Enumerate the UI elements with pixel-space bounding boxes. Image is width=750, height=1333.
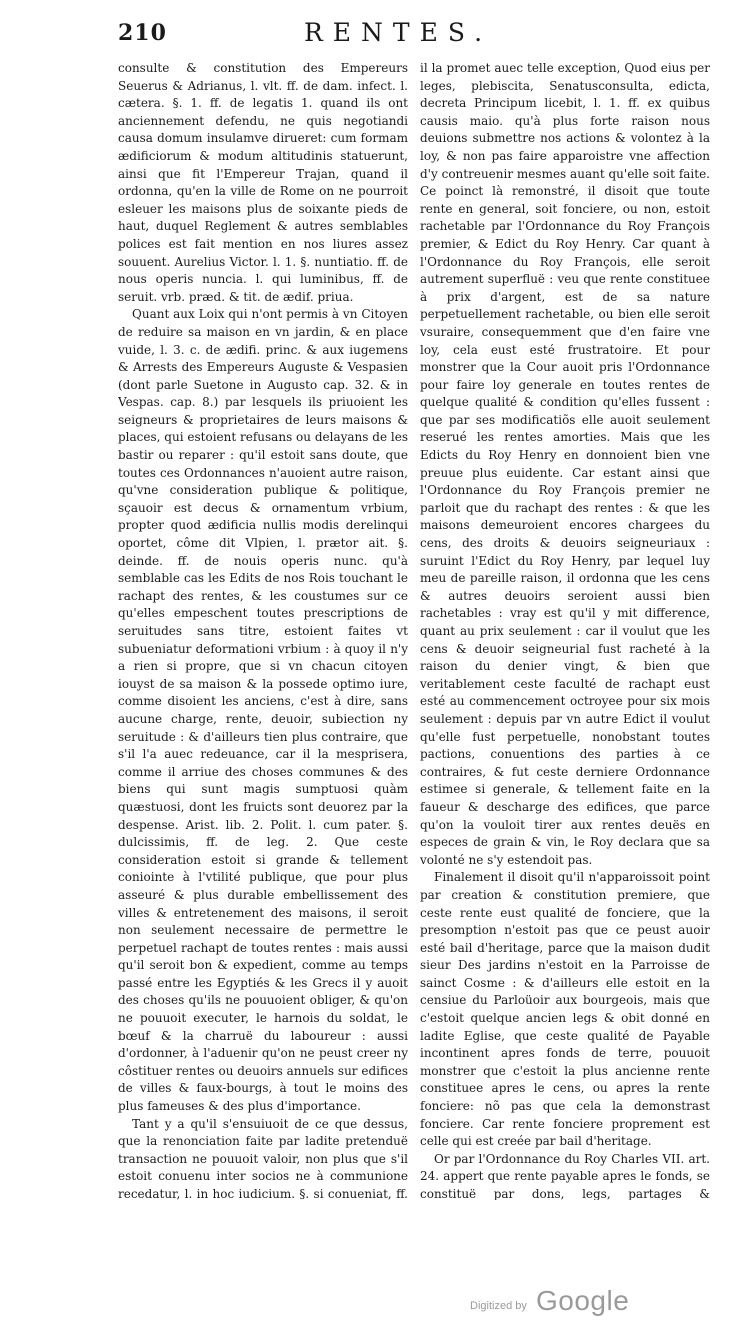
right-text-column: [420, 60, 710, 1200]
paragraph: consulte & constitution des Empereurs Seuerus & Adrianus, l. vlt. ff. de dam. infect. l. cætera. §. 1. ff. de legatis 1. quand ils ont anciennement defendu, ne quis negotiandi causa domum insulamve dirueret: cum formam ædificiorum & modum altitudinis statuerunt, ainsi que fit l'Empereur Trajan, quand il ordonna, qu'en la ville de Rome on ne pourroit esleuer les maisons plus de soixante pieds de haut, duquel Reglement & autres semblables polices est fait mention en nos liures assez souuent. Aurelius Victor. l. 1. §. nuntiatio. ff. de nous operis nuncia. l. qui luminibus, ff. de seruit. vrb. præd. & tit. de ædif. priua.: [118, 61, 408, 304]
google-logo: Google: [536, 1285, 630, 1316]
digitization-watermark: [470, 1285, 640, 1317]
paragraph: Tant y a qu'il s'ensuiuoit de ce que dessus, que la renonciation faite par ladite pretenduë transaction ne pouuoit valoir, non plus que s'il estoit conuenu inter socios ne à communione recedatur, l. in hoc iudicium. §. si conueniat, ff.: [118, 1116, 408, 1200]
digitized-by-label: Digitized by: [470, 1300, 527, 1312]
paragraph: Finalement il disoit qu'il n'apparoissoit point par creation & constitution premiere, que ceste rente eust qualité de fonciere, que la presomption n'estoit pas que ce peust auoir esté bail d'heritage, parce que la maison dudit sieur Des jardins n'estoit en la Parroisse de sainct Cosme : & d'ailleurs elle estoit en la censiue du Parloüoir aux bourgeois, mais que c'estoit quelque ancien legs & obit donné en ladite Eglise, que ceste qualité de Payable incontinent apres fonds de terre, pouuoit monstrer que c'estoit la plus ancienne rente constituee apres le cens, ou apres la rente fonciere: nõ pas que cela la demonstrast fonciere. Car rente fonciere proprement est celle qui est creée par bail d'heritage.: [420, 870, 710, 1149]
paragraph: il la promet auec telle exception, Quod eius per leges, plebiscita, Senatusconsulta, edicta, decreta Principum licebit, l. 1. ff. ex quibus causis maio. qu'à plus forte raison nous deuions submettre nos actions & volontez à la loy, & non pas faire apparoistre vne affection d'y contreuenir mesmes auant qu'elle soit faite. Ce poinct là remonstré, il disoit que toute rente en general, soit fonciere, ou non, estoit rachetable par l'Ordonnance du Roy François premier, & Edict du Roy Henry. Car quant à l'Ordonnance du Roy François, elle seroit autrement superfluë : veu que rente constituee à prix d'argent, est de sa nature perpetuellement rachetable, ou bien elle seroit vsuraire, consequemment que d'en faire vne loy, cela eust esté frustratoire. Et pour monstrer que la Cour auoit pris l'Ordonnance pour faire loy generale en toutes rentes de quelque qualité & condition qu'elles fussent : que par ses modificatiõs elle auoit seulement reserué les rentes amorties. Mais que les Edicts du Roy Henry en donnoient bien vne preuue plus euidente. Car estant ainsi que l'Ordonnance du Roy François premier ne parloit que du rachapt des rentes : & que les maisons demeuroient encores chargees du cens, des droits & deuoirs seigneuriaux : suruint l'Edict du Roy Henry, par lequel luy meu de pareille raison, il ordonna que les cens & autres deuoirs seroient aussi bien rachetables : vray est qu'il y mit difference, quant au prix seulement : car il voulut que les cens & deuoir seigneurial fust racheté à la raison du denier vingt, & bien que veritablement ceste faculté de rachapt eust esté au commencement octroyee pour six mois seulement : depuis par vn autre Edict il voulut qu'elle fust perpetuelle, nonobstant toutes pactions, conuentions des parties à ce contraires, & fut ceste derniere Ordonnance estimee si generale, & tellement faite en la faueur & descharge des edifices, que parce qu'on la vouloit tirer aux rentes deuës en especes de grain & vin, le Roy declara que sa volonté ne s'y estendoit pas.: [420, 61, 710, 867]
left-text-column: [118, 60, 408, 1200]
page-number: 210: [118, 20, 167, 46]
paragraph: Or par l'Ordonnance du Roy Charles VII. art. 24. appert que rente payable apres le fonds, se constituë par dons, legs, partages &: [420, 1151, 710, 1200]
page-header: [118, 20, 678, 50]
running-title: RENTES.: [303, 18, 493, 47]
paragraph: Quant aux Loix qui n'ont permis à vn Citoyen de reduire sa maison en vn jardin, & en place vuide, l. 3. c. de ædifi. princ. & aux iugemens & Arrests des Empereurs Auguste & Vespasien (dont parle Suetone in Augusto cap. 32. & in Vespas. cap. 8.) par lesquels ils priuoient les seigneurs & proprietaires de leurs maisons & places, qui estoient refusans ou delayans de les bastir ou reparer : qu'il estoit sans doute, que toutes ces Ordonnances n'auoient autre raison, qu'vne consideration publique & politique, sçauoir est decus & ornamentum vrbium, propter quod ædificia nullis modis derelinqui oportet, côme dit Vlpien, l. prætor ait. §. deinde. ff. de nouis operis nunc. qu'à semblable cas les Edits de nos Rois touchant le rachapt des rentes, & les coustumes sur ce qu'elles empeschent toutes prescriptions de seruitudes sans titre, estoient faites vt subueniatur deformationi vrbium : à quoy il n'y a rien si propre, que si vn chacun citoyen iouyst de sa maison & la possede optimo iure, comme disoient les anciens, c'est à dire, sans aucune charge, rente, deuoir, subiection ny seruitude : & d'ailleurs tien plus contraire, que s'il l'a auec redeuance, car il la mesprisera, comme il arriue des choses communes & des biens qui sunt magis sumptuosi quàm quæstuosi, dont les fruicts sont deuorez par la despense. Arist. lib. 2. Polit. l. cum pater. §. dulcissimis, ff. de leg. 2. Que ceste consideration estoit si grande & tellement coniointe à l'vtilité publique, que pour plus asseuré & plus durable embellissement des villes & entretenement des maisons, il seroit non seulement necessaire de permettre le perpetuel rachapt de toutes rentes : mais aussi qu'il seroit bon & expedient, comme au temps passé entre les Egyptiés & les Grecs il y auoit des choses qu'ils ne pouuoient obliger, & qu'on ne pouuoit executer, le harnois du soldat, le bœuf & la charruë du laboureur : aussi d'ordonner, à l'aduenir qu'on ne peust creer ny côstituer rentes ou deuoirs annuels sur edifices de villes & faux-bourgs, à tout le moins des plus fameuses & des plus d'importance.: [118, 307, 408, 1114]
